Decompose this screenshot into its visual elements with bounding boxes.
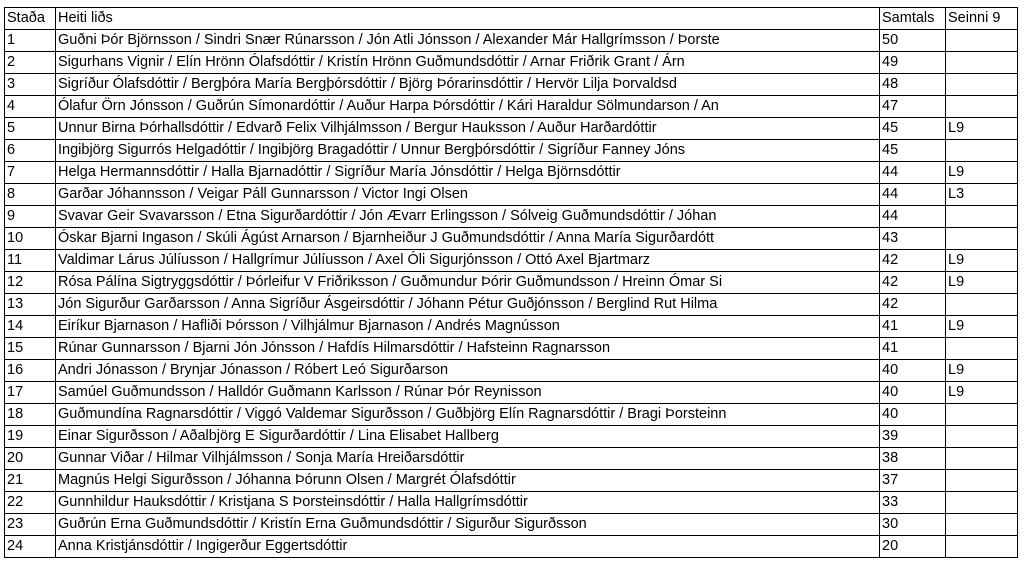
rank-cell: 7 bbox=[5, 162, 56, 184]
total-cell: 44 bbox=[880, 184, 946, 206]
team-name-cell: Andri Jónasson / Brynjar Jónasson / Róbert Leó Sigurðarson bbox=[56, 360, 880, 382]
rank-cell: 6 bbox=[5, 140, 56, 162]
table-row bbox=[5, 514, 1018, 536]
table-row bbox=[5, 206, 1018, 228]
last-nine-cell bbox=[946, 206, 1018, 228]
last-nine-cell bbox=[946, 140, 1018, 162]
rank-cell: 17 bbox=[5, 382, 56, 404]
team-name-cell: Ingibjörg Sigurrós Helgadóttir / Ingibjörg Bragadóttir / Unnur Bergþórsdóttir / Sigríður Fanney Jóns bbox=[56, 140, 880, 162]
team-name-cell: Unnur Birna Þórhallsdóttir / Edvarð Felix Vilhjálmsson / Bergur Hauksson / Auður Harðardóttir bbox=[56, 118, 880, 140]
total-cell: 48 bbox=[880, 74, 946, 96]
last-nine-cell bbox=[946, 52, 1018, 74]
last-nine-cell: L9 bbox=[946, 118, 1018, 140]
team-name-cell: Guðmundína Ragnarsdóttir / Viggó Valdemar Sigurðsson / Guðbjörg Elín Ragnarsdóttir / Bragi Þorsteinn bbox=[56, 404, 880, 426]
last-nine-cell bbox=[946, 74, 1018, 96]
rank-cell: 20 bbox=[5, 448, 56, 470]
team-name-cell: Garðar Jóhannsson / Veigar Páll Gunnarsson / Victor Ingi Olsen bbox=[56, 184, 880, 206]
results-body bbox=[5, 30, 1018, 558]
total-cell: 45 bbox=[880, 118, 946, 140]
last-nine-cell: L9 bbox=[946, 360, 1018, 382]
team-name-cell: Ólafur Örn Jónsson / Guðrún Símonardóttir / Auður Harpa Þórsdóttir / Kári Haraldur Sölmundarson / An bbox=[56, 96, 880, 118]
rank-cell: 14 bbox=[5, 316, 56, 338]
header-rank: Staða bbox=[5, 8, 56, 30]
team-name-cell: Gunnhildur Hauksdóttir / Kristjana S Þorsteinsdóttir / Halla Hallgrímsdóttir bbox=[56, 492, 880, 514]
table-row bbox=[5, 470, 1018, 492]
rank-cell: 10 bbox=[5, 228, 56, 250]
table-row bbox=[5, 74, 1018, 96]
total-cell: 42 bbox=[880, 250, 946, 272]
last-nine-cell bbox=[946, 228, 1018, 250]
total-cell: 42 bbox=[880, 272, 946, 294]
team-name-cell: Eiríkur Bjarnason / Hafliði Þórsson / Vilhjálmur Bjarnason / Andrés Magnússon bbox=[56, 316, 880, 338]
last-nine-cell bbox=[946, 338, 1018, 360]
team-name-cell: Sigurhans Vignir / Elín Hrönn Ólafsdóttir / Kristín Hrönn Guðmundsdóttir / Arnar Friðrik Grant / Árn bbox=[56, 52, 880, 74]
team-name-cell: Samúel Guðmundsson / Halldór Guðmann Karlsson / Rúnar Þór Reynisson bbox=[56, 382, 880, 404]
rank-cell: 4 bbox=[5, 96, 56, 118]
last-nine-cell: L9 bbox=[946, 250, 1018, 272]
table-row bbox=[5, 272, 1018, 294]
table-row bbox=[5, 52, 1018, 74]
table-row bbox=[5, 250, 1018, 272]
table-row bbox=[5, 492, 1018, 514]
header-row bbox=[5, 8, 1018, 30]
table-row bbox=[5, 228, 1018, 250]
rank-cell: 3 bbox=[5, 74, 56, 96]
table-row bbox=[5, 30, 1018, 52]
last-nine-cell bbox=[946, 294, 1018, 316]
total-cell: 39 bbox=[880, 426, 946, 448]
team-name-cell: Rúnar Gunnarsson / Bjarni Jón Jónsson / Hafdís Hilmarsdóttir / Hafsteinn Ragnarsson bbox=[56, 338, 880, 360]
rank-cell: 1 bbox=[5, 30, 56, 52]
total-cell: 40 bbox=[880, 382, 946, 404]
table-row bbox=[5, 426, 1018, 448]
total-cell: 49 bbox=[880, 52, 946, 74]
team-name-cell: Anna Kristjánsdóttir / Ingigerður Eggertsdóttir bbox=[56, 536, 880, 558]
last-nine-cell bbox=[946, 536, 1018, 558]
rank-cell: 2 bbox=[5, 52, 56, 74]
team-name-cell: Gunnar Viðar / Hilmar Vilhjálmsson / Sonja María Hreiðarsdóttir bbox=[56, 448, 880, 470]
last-nine-cell bbox=[946, 404, 1018, 426]
table-row bbox=[5, 404, 1018, 426]
total-cell: 42 bbox=[880, 294, 946, 316]
table-row bbox=[5, 140, 1018, 162]
rank-cell: 5 bbox=[5, 118, 56, 140]
total-cell: 47 bbox=[880, 96, 946, 118]
last-nine-cell: L9 bbox=[946, 162, 1018, 184]
team-name-cell: Jón Sigurður Garðarsson / Anna Sigríður Ásgeirsdóttir / Jóhann Pétur Guðjónsson / Berglind Rut Hilma bbox=[56, 294, 880, 316]
last-nine-cell bbox=[946, 426, 1018, 448]
team-name-cell: Óskar Bjarni Ingason / Skúli Ágúst Arnarson / Bjarnheiður J Guðmundsdóttir / Anna María Sigurðardótt bbox=[56, 228, 880, 250]
last-nine-cell bbox=[946, 30, 1018, 52]
team-name-cell: Helga Hermannsdóttir / Halla Bjarnadóttir / Sigríður María Jónsdóttir / Helga Björnsdóttir bbox=[56, 162, 880, 184]
total-cell: 41 bbox=[880, 316, 946, 338]
team-name-cell: Guðrún Erna Guðmundsdóttir / Kristín Erna Guðmundsdóttir / Sigurður Sigurðsson bbox=[56, 514, 880, 536]
results-table bbox=[4, 7, 1018, 558]
total-cell: 30 bbox=[880, 514, 946, 536]
rank-cell: 13 bbox=[5, 294, 56, 316]
table-row bbox=[5, 96, 1018, 118]
last-nine-cell bbox=[946, 448, 1018, 470]
header-total: Samtals bbox=[880, 8, 946, 30]
rank-cell: 12 bbox=[5, 272, 56, 294]
table-row bbox=[5, 294, 1018, 316]
header-team-name: Heiti liðs bbox=[56, 8, 880, 30]
rank-cell: 21 bbox=[5, 470, 56, 492]
table-row bbox=[5, 448, 1018, 470]
rank-cell: 8 bbox=[5, 184, 56, 206]
table-row bbox=[5, 316, 1018, 338]
total-cell: 40 bbox=[880, 360, 946, 382]
last-nine-cell: L9 bbox=[946, 382, 1018, 404]
total-cell: 41 bbox=[880, 338, 946, 360]
rank-cell: 24 bbox=[5, 536, 56, 558]
total-cell: 37 bbox=[880, 470, 946, 492]
total-cell: 20 bbox=[880, 536, 946, 558]
last-nine-cell bbox=[946, 492, 1018, 514]
total-cell: 40 bbox=[880, 404, 946, 426]
team-name-cell: Svavar Geir Svavarsson / Etna Sigurðardóttir / Jón Ævarr Erlingsson / Sólveig Guðmundsdóttir / Jóhan bbox=[56, 206, 880, 228]
rank-cell: 22 bbox=[5, 492, 56, 514]
table-row bbox=[5, 338, 1018, 360]
rank-cell: 9 bbox=[5, 206, 56, 228]
rank-cell: 16 bbox=[5, 360, 56, 382]
team-name-cell: Sigríður Ólafsdóttir / Bergþóra María Bergþórsdóttir / Björg Þórarinsdóttir / Hervör Lilja Þorvaldsd bbox=[56, 74, 880, 96]
last-nine-cell: L9 bbox=[946, 272, 1018, 294]
table-row bbox=[5, 360, 1018, 382]
last-nine-cell bbox=[946, 514, 1018, 536]
team-name-cell: Magnús Helgi Sigurðsson / Jóhanna Þórunn Olsen / Margrét Ólafsdóttir bbox=[56, 470, 880, 492]
total-cell: 50 bbox=[880, 30, 946, 52]
header-last-nine: Seinni 9 bbox=[946, 8, 1018, 30]
table-row bbox=[5, 184, 1018, 206]
team-name-cell: Valdimar Lárus Júlíusson / Hallgrímur Júlíusson / Axel Óli Sigurjónsson / Ottó Axel Bjartmarz bbox=[56, 250, 880, 272]
team-name-cell: Guðni Þór Björnsson / Sindri Snær Rúnarsson / Jón Atli Jónsson / Alexander Már Hallgrímsson / Þorste bbox=[56, 30, 880, 52]
rank-cell: 19 bbox=[5, 426, 56, 448]
table-row bbox=[5, 118, 1018, 140]
total-cell: 38 bbox=[880, 448, 946, 470]
rank-cell: 23 bbox=[5, 514, 56, 536]
last-nine-cell bbox=[946, 96, 1018, 118]
total-cell: 45 bbox=[880, 140, 946, 162]
last-nine-cell bbox=[946, 470, 1018, 492]
rank-cell: 11 bbox=[5, 250, 56, 272]
last-nine-cell: L9 bbox=[946, 316, 1018, 338]
total-cell: 33 bbox=[880, 492, 946, 514]
total-cell: 44 bbox=[880, 206, 946, 228]
team-name-cell: Rósa Pálína Sigtryggsdóttir / Þórleifur V Friðriksson / Guðmundur Þórir Guðmundsson / Hreinn Ómar Si bbox=[56, 272, 880, 294]
rank-cell: 15 bbox=[5, 338, 56, 360]
last-nine-cell: L3 bbox=[946, 184, 1018, 206]
table-row bbox=[5, 162, 1018, 184]
table-row bbox=[5, 382, 1018, 404]
team-name-cell: Einar Sigurðsson / Aðalbjörg E Sigurðardóttir / Lina Elisabet Hallberg bbox=[56, 426, 880, 448]
rank-cell: 18 bbox=[5, 404, 56, 426]
total-cell: 44 bbox=[880, 162, 946, 184]
total-cell: 43 bbox=[880, 228, 946, 250]
table-row bbox=[5, 536, 1018, 558]
